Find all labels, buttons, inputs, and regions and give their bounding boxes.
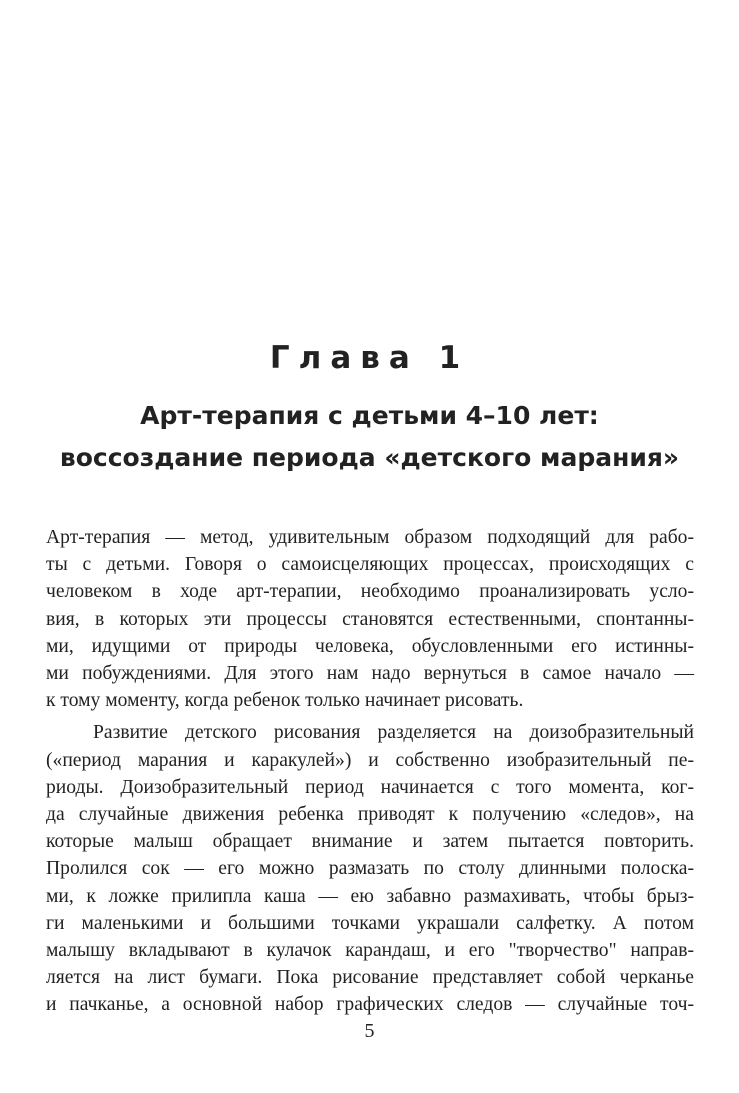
text-line: ми, идущими от природы человека, обусловленными его истинны- xyxy=(46,635,694,657)
chapter-label: Глава 1 xyxy=(269,340,470,376)
text-line: («период марания и каракулей») и собственно изобразительный пе- xyxy=(46,749,694,771)
text-line: и пачканье, а основной набор графических следов — случайные точ- xyxy=(46,994,694,1016)
text-line: Развитие детского рисования разделяется на доизобразительный xyxy=(93,722,694,744)
text-line: которые малыш обращает внимание и затем пытается повторить. xyxy=(46,831,694,853)
paragraph xyxy=(46,719,694,1018)
text-line: малышу вкладывают в кулачок карандаш, и его "творчество" направ- xyxy=(46,940,694,962)
paragraph xyxy=(46,524,694,714)
text-line: ляется на лист бумаги. Пока рисование представляет собой черканье xyxy=(46,967,694,989)
text-line: да случайные движения ребенка приводят к получению «следов», на xyxy=(46,804,694,826)
text-line: риоды. Доизобразительный период начинается с того момента, ког- xyxy=(46,776,694,798)
text-line: человеком в ходе арт-терапии, необходимо проанализировать усло- xyxy=(46,581,694,603)
text-line: ми побуждениями. Для этого нам надо вернуться в самое начало — xyxy=(46,663,694,685)
text-line: Пролился сок — его можно размазать по столу длинными полоска- xyxy=(46,858,694,880)
text-line: к тому моменту, когда ребенок только начинает рисовать. xyxy=(46,690,524,712)
chapter-title xyxy=(0,395,739,479)
text-line: Арт-терапия — метод, удивительным образом подходящий для рабо- xyxy=(46,527,694,548)
page-number: 5 xyxy=(364,1020,375,1042)
text-line: ми, к ложке прилипла каша — ею забавно размахивать, чтобы брыз- xyxy=(46,885,694,907)
text-line: ги маленькими и большими точками украшали салфетку. А потом xyxy=(46,912,694,934)
chapter-title-line: воссоздание периода «детского марания» xyxy=(59,443,680,472)
text-line: вия, в которых эти процессы становятся естественными, спонтанны- xyxy=(46,608,694,630)
text-line: ты с детьми. Говоря о самоисцеляющих процессах, происходящих с xyxy=(46,554,694,576)
chapter-title-line: Арт-терапия с детьми 4–10 лет: xyxy=(140,401,599,430)
body-text xyxy=(46,524,694,1019)
